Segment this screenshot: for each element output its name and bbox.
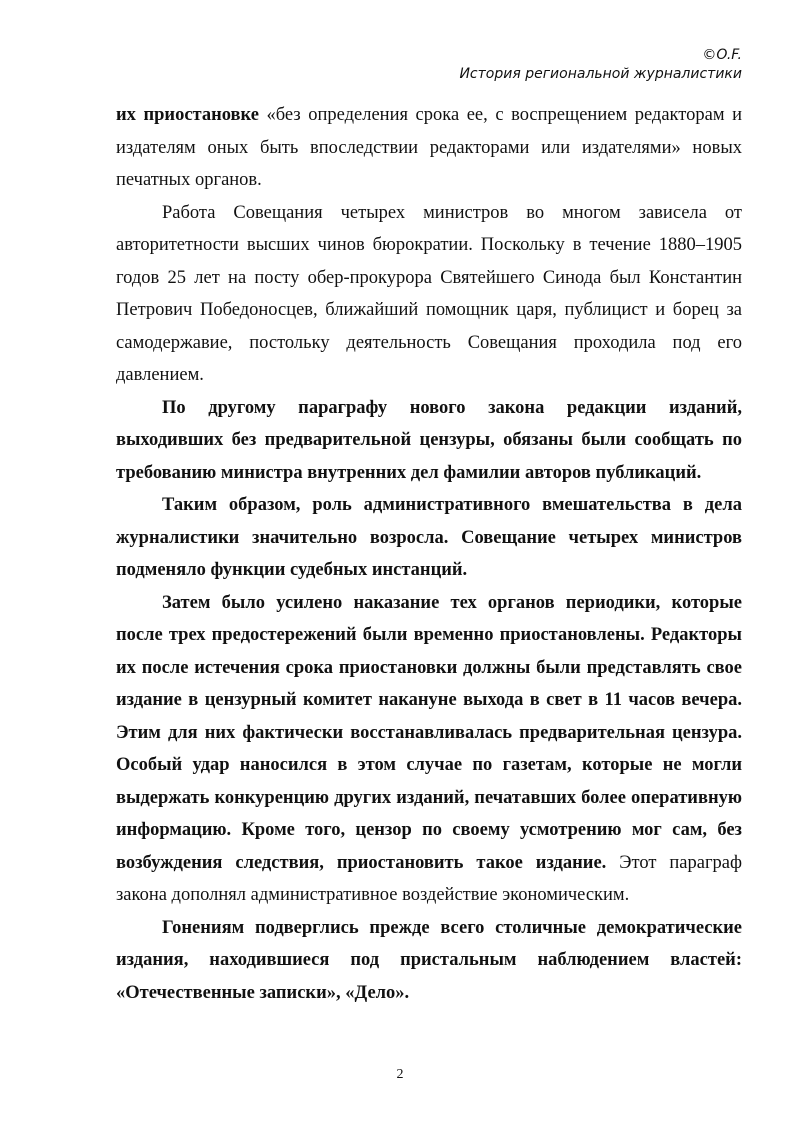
paragraph-3-bold: По другому параграфу нового закона редакции изданий, выходивших без предварительной цензуры, обязаны были сообщать по требованию министра внутренних дел фамилии авторов публикаций. xyxy=(116,397,742,483)
paragraph-4 xyxy=(116,489,742,587)
page-header xyxy=(459,46,742,84)
paragraph-4-bold: Таким образом, роль административного вмешательства в дела журналистики значительно возросла. Совещание четырех министров подменяло функции судебных инстанций. xyxy=(116,495,742,580)
paragraph-1 xyxy=(116,99,742,197)
page-number: 2 xyxy=(396,1067,404,1082)
paragraph-3 xyxy=(116,392,742,490)
paragraph-6 xyxy=(116,912,742,1010)
paragraph-5-bold: Затем было усилено наказание тех органов периодики, которые после трех предостережений были временно приостановлены. Редакторы их после истечения срока приостановки должны были представлять свое издание в цензурный комитет накануне выхода в свет в 11 часов вечера. Этим для них фактически восстанавливалась предварительная цензура. Особый удар наносился в этом случае по газетам, которые не могли выдержать конкуренцию других изданий, печатавших более оперативную информацию. Кроме того, цензор по своему усмотрению мог сам, без возбуждения следствия, приостановить такое издание. xyxy=(116,592,742,873)
paragraph-6-bold: Гонениям подверглись прежде всего столичные демократические издания, находившиеся под пристальным наблюдением властей: «Отечественные записки», «Дело». xyxy=(116,917,742,1003)
header-copyright: ©O.F. xyxy=(702,47,742,63)
paragraph-2-text: Работа Совещания четырех министров во многом зависела от авторитетности высших чинов бюрократии. Поскольку в течение 1880–1905 годов 25 лет на посту обер-прокурора Святейшего Синода был Константин Петрович Победоносцев, ближайший помощник царя, публицист и борец за самодержавие, постольку деятельность Совещания проходила под его давлением. xyxy=(116,202,742,385)
document-body xyxy=(116,99,742,1009)
paragraph-5-text: Этот параграф закона дополнял административное воздействие экономическим. xyxy=(116,852,742,905)
paragraph-1-text: «без определения срока ее, с воспрещением редакторам и издателям оных быть впоследствии редакторами или издателями» новых печатных органов. xyxy=(116,105,743,190)
paragraph-1-bold: их приостановке xyxy=(116,105,259,125)
paragraph-5 xyxy=(116,587,742,912)
header-title: История региональной журналистики xyxy=(459,66,742,82)
paragraph-2 xyxy=(116,197,742,392)
